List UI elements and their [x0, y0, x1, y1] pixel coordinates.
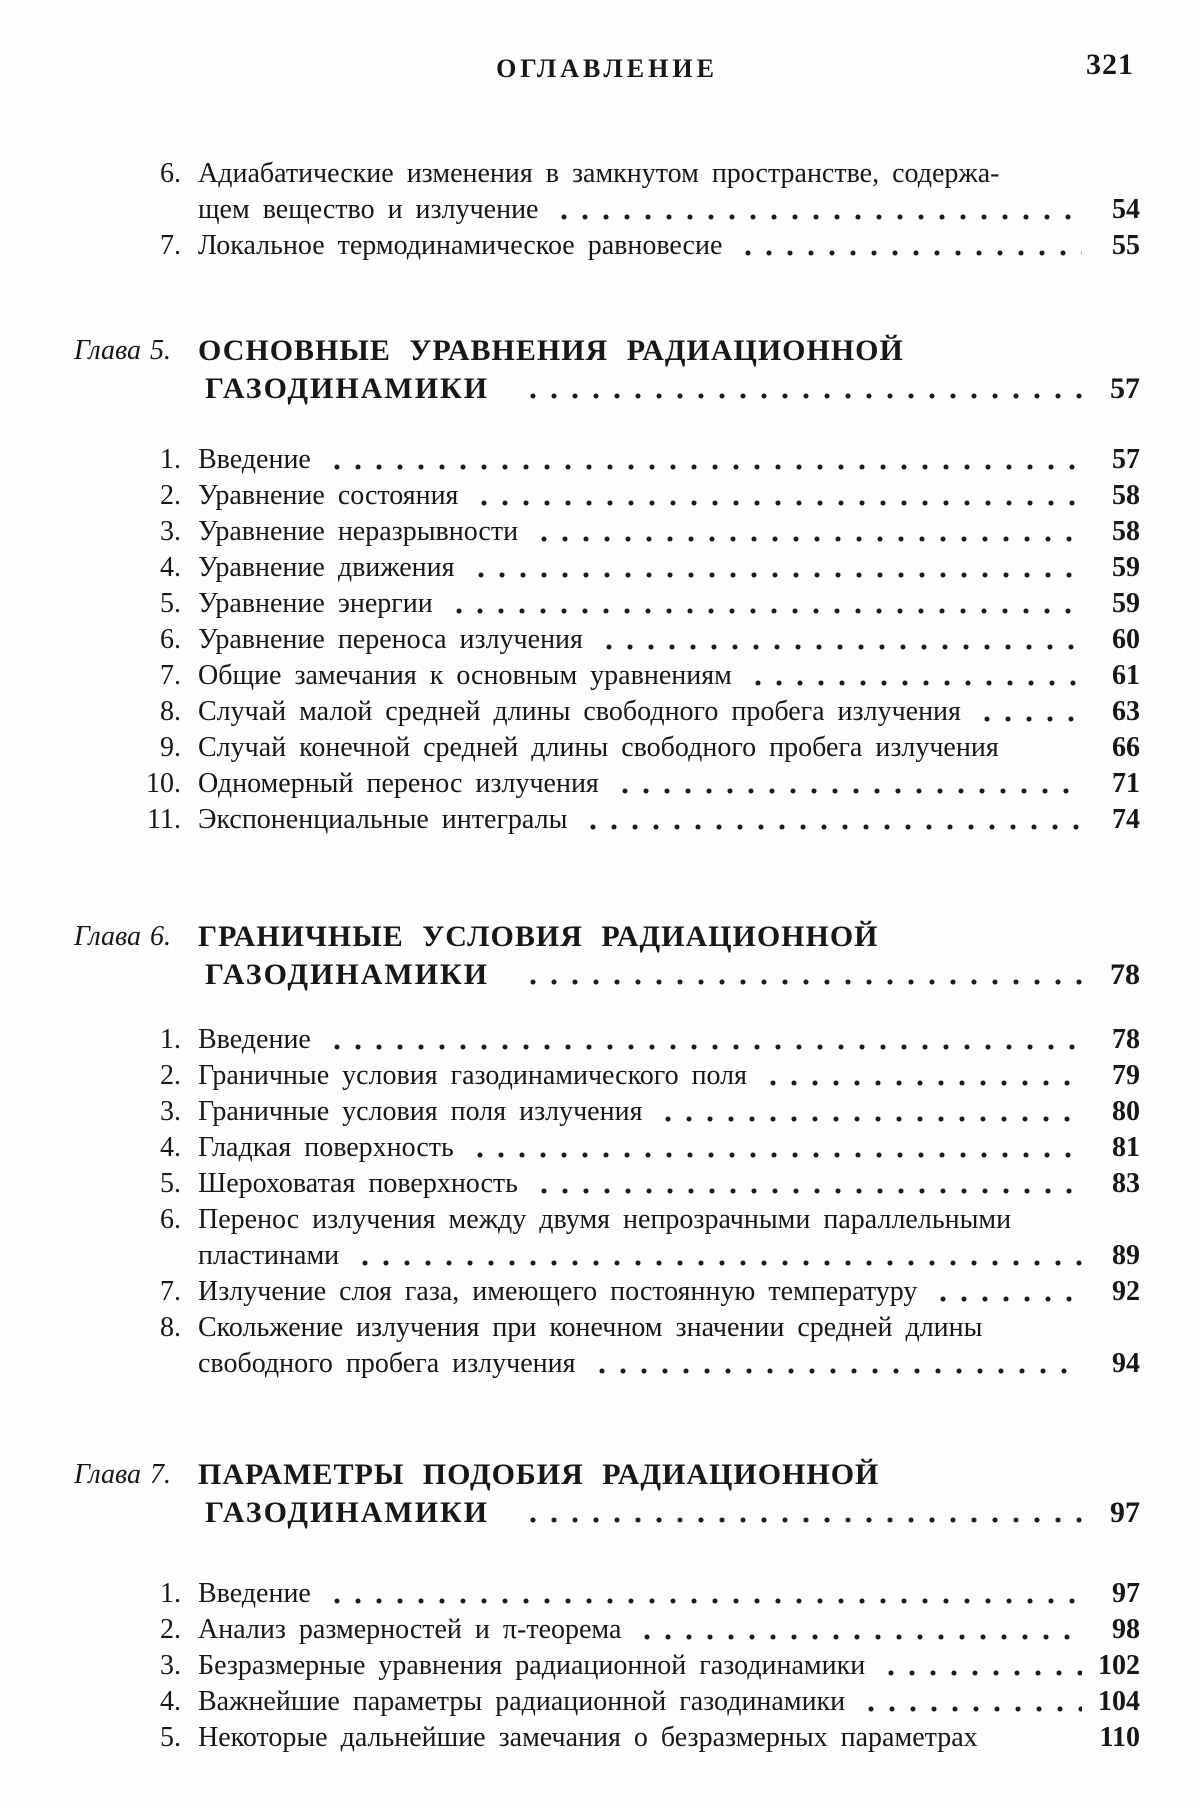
toc-item — [74, 1058, 1140, 1094]
dot-leader — [994, 1741, 1082, 1749]
item-number: 2. — [160, 1614, 181, 1645]
toc-section-chapter5 — [74, 442, 1140, 838]
item-number: 11. — [147, 804, 181, 835]
item-title: Адиабатические изменения в замкнутом пространстве, содержа- — [198, 158, 1000, 189]
chapter-heading — [74, 332, 1140, 408]
item-number: 4. — [160, 1686, 181, 1717]
item-page-number: 89 — [1112, 1240, 1140, 1271]
item-number: 3. — [160, 516, 181, 547]
item-title: Случай малой средней длины свободного пробега излучения — [198, 696, 961, 727]
item-number: 9. — [160, 732, 181, 763]
item-title: Граничные условия поля излучения — [198, 1096, 643, 1127]
item-number: 4. — [160, 552, 181, 583]
dot-leader — [583, 823, 1082, 831]
item-title-continued: щем вещество и излучение — [198, 194, 539, 225]
toc-item — [74, 442, 1140, 478]
toc-item — [74, 1274, 1140, 1310]
item-title: Уравнение переноса излучения — [198, 624, 583, 655]
item-number: 1. — [160, 444, 181, 475]
item-title: Случай конечной средней длины свободного пробега излучения — [198, 732, 999, 763]
item-page-number: 94 — [1112, 1348, 1140, 1379]
chapter-heading — [74, 1456, 1140, 1532]
item-page-number: 54 — [1112, 194, 1140, 225]
dot-leader — [637, 1633, 1082, 1641]
toc-section-chapter6 — [74, 1022, 1140, 1382]
item-number: 4. — [160, 1132, 181, 1163]
toc-item — [74, 478, 1140, 514]
toc-item — [74, 802, 1140, 838]
item-title: Важнейшие параметры радиационной газодинамики — [198, 1686, 846, 1717]
toc-item — [74, 1202, 1140, 1274]
item-title: Общие замечания к основным уравнениям — [198, 660, 732, 691]
item-title: Перенос излучения между двумя непрозрачными параллельными — [198, 1204, 1012, 1235]
item-page-number: 79 — [1112, 1060, 1140, 1091]
item-page-number: 102 — [1098, 1650, 1140, 1681]
dot-leader — [534, 1187, 1082, 1195]
table-of-contents — [74, 0, 1140, 1756]
item-page-number: 92 — [1112, 1276, 1140, 1307]
item-page-number: 59 — [1112, 588, 1140, 619]
dot-leader — [355, 1259, 1082, 1267]
toc-section-chapter7 — [74, 1576, 1140, 1756]
toc-item — [74, 228, 1140, 264]
dot-leader — [861, 1705, 1082, 1713]
chapter-page-number: 57 — [1110, 372, 1140, 405]
toc-item — [74, 622, 1140, 658]
item-title: Гладкая поверхность — [198, 1132, 454, 1163]
item-number: 3. — [160, 1650, 181, 1681]
item-page-number: 57 — [1112, 444, 1140, 475]
item-number: 7. — [160, 230, 181, 261]
chapter-page-number: 97 — [1110, 1496, 1140, 1529]
item-title: Шероховатая поверхность — [198, 1168, 518, 1199]
item-title: Анализ размерностей и π-теорема — [198, 1614, 622, 1645]
item-page-number: 55 — [1112, 230, 1140, 261]
toc-item — [74, 1684, 1140, 1720]
dot-leader — [327, 1043, 1082, 1051]
item-number: 6. — [160, 158, 181, 189]
chapter-label: Глава 7. — [74, 1459, 171, 1490]
toc-item — [74, 1166, 1140, 1202]
toc-item — [74, 586, 1140, 622]
dot-leader — [763, 1079, 1082, 1087]
item-page-number: 80 — [1112, 1096, 1140, 1127]
item-number: 5. — [160, 1168, 181, 1199]
item-title-continued: свободного пробега излучения — [198, 1348, 576, 1379]
toc-item — [74, 1720, 1140, 1756]
item-page-number: 61 — [1112, 660, 1140, 691]
dot-leader — [615, 787, 1082, 795]
item-title: Скольжение излучения при конечном значении средней длины — [198, 1312, 983, 1343]
dot-leader — [470, 1151, 1082, 1159]
item-number: 8. — [160, 696, 181, 727]
item-title: Уравнение состояния — [198, 480, 459, 511]
dot-leader — [471, 571, 1082, 579]
item-number: 7. — [160, 1276, 181, 1307]
dot-leader — [977, 715, 1082, 723]
dot-leader — [738, 249, 1082, 257]
item-page-number: 71 — [1112, 768, 1140, 799]
chapter-title-continued: ГАЗОДИНАМИКИ — [205, 1496, 490, 1529]
item-title: Уравнение движения — [198, 552, 455, 583]
dot-leader — [449, 607, 1082, 615]
item-page-number: 97 — [1112, 1578, 1140, 1609]
dot-leader — [1015, 751, 1082, 759]
item-title: Локальное термодинамическое равновесие — [198, 230, 723, 261]
item-page-number: 98 — [1112, 1614, 1140, 1645]
item-page-number: 58 — [1112, 516, 1140, 547]
dot-leader — [658, 1115, 1082, 1123]
chapter-label: Глава 5. — [74, 335, 171, 366]
item-title: Введение — [198, 1024, 311, 1055]
dot-leader — [523, 1516, 1082, 1524]
item-title: Одномерный перенос излучения — [198, 768, 599, 799]
item-title: Введение — [198, 1578, 311, 1609]
toc-item — [74, 766, 1140, 802]
toc-item — [74, 156, 1140, 228]
item-number: 5. — [160, 588, 181, 619]
item-page-number: 60 — [1112, 624, 1140, 655]
item-title: Безразмерные уравнения радиационной газодинамики — [198, 1650, 866, 1681]
item-number: 6. — [160, 1204, 181, 1235]
toc-item — [74, 1022, 1140, 1058]
dot-leader — [748, 679, 1082, 687]
toc-item — [74, 1648, 1140, 1684]
chapter-label: Глава 6. — [74, 921, 171, 952]
chapter-heading — [74, 918, 1140, 994]
item-number: 2. — [160, 480, 181, 511]
item-number: 6. — [160, 624, 181, 655]
item-title-continued: пластинами — [198, 1240, 340, 1271]
item-page-number: 74 — [1112, 804, 1140, 835]
dot-leader — [554, 213, 1082, 221]
item-title: Некоторые дальнейшие замечания о безразмерных параметрах — [198, 1722, 978, 1753]
item-number: 1. — [160, 1578, 181, 1609]
item-page-number: 104 — [1098, 1686, 1140, 1717]
toc-item — [74, 658, 1140, 694]
dot-leader — [592, 1367, 1083, 1375]
dot-leader — [523, 392, 1082, 400]
item-number: 5. — [160, 1722, 181, 1753]
item-title: Излучение слоя газа, имеющего постоянную температуру — [198, 1276, 918, 1307]
toc-item — [74, 1130, 1140, 1166]
item-page-number: 110 — [1099, 1722, 1140, 1753]
item-number: 7. — [160, 660, 181, 691]
item-page-number: 59 — [1112, 552, 1140, 583]
item-title: Уравнение неразрывности — [198, 516, 519, 547]
toc-section-prelude — [74, 156, 1140, 264]
item-title: Уравнение энергии — [198, 588, 433, 619]
item-number: 10. — [146, 768, 181, 799]
toc-item — [74, 1310, 1140, 1382]
page-number: 321 — [1086, 48, 1134, 81]
item-number: 1. — [160, 1024, 181, 1055]
toc-item — [74, 550, 1140, 586]
running-head — [74, 48, 1140, 86]
dot-leader — [523, 978, 1082, 986]
item-number: 2. — [160, 1060, 181, 1091]
toc-item — [74, 1576, 1140, 1612]
item-page-number: 78 — [1112, 1024, 1140, 1055]
toc-item — [74, 730, 1140, 766]
item-title: Экспоненциальные интегралы — [198, 804, 568, 835]
chapter-title: ОСНОВНЫЕ УРАВНЕНИЯ РАДИАЦИОННОЙ — [198, 334, 904, 367]
chapter-title: ПАРАМЕТРЫ ПОДОБИЯ РАДИАЦИОННОЙ — [198, 1458, 880, 1491]
page-title: ОГЛАВЛЕНИЕ — [496, 54, 718, 83]
item-page-number: 63 — [1112, 696, 1140, 727]
toc-item — [74, 694, 1140, 730]
dot-leader — [599, 643, 1082, 651]
item-title: Граничные условия газодинамического поля — [198, 1060, 748, 1091]
item-title: Введение — [198, 444, 311, 475]
item-page-number: 66 — [1112, 732, 1140, 763]
dot-leader — [933, 1295, 1082, 1303]
dot-leader — [327, 463, 1082, 471]
dot-leader — [534, 535, 1082, 543]
dot-leader — [474, 499, 1082, 507]
item-page-number: 58 — [1112, 480, 1140, 511]
item-page-number: 81 — [1112, 1132, 1140, 1163]
item-page-number: 83 — [1112, 1168, 1140, 1199]
dot-leader — [881, 1669, 1082, 1677]
chapter-title-continued: ГАЗОДИНАМИКИ — [205, 958, 490, 991]
toc-item — [74, 1094, 1140, 1130]
chapter-title-continued: ГАЗОДИНАМИКИ — [205, 372, 490, 405]
dot-leader — [327, 1597, 1082, 1605]
toc-item — [74, 1612, 1140, 1648]
chapter-title: ГРАНИЧНЫЕ УСЛОВИЯ РАДИАЦИОННОЙ — [198, 920, 879, 953]
item-number: 8. — [160, 1312, 181, 1343]
item-number: 3. — [160, 1096, 181, 1127]
toc-item — [74, 514, 1140, 550]
chapter-page-number: 78 — [1110, 958, 1140, 991]
